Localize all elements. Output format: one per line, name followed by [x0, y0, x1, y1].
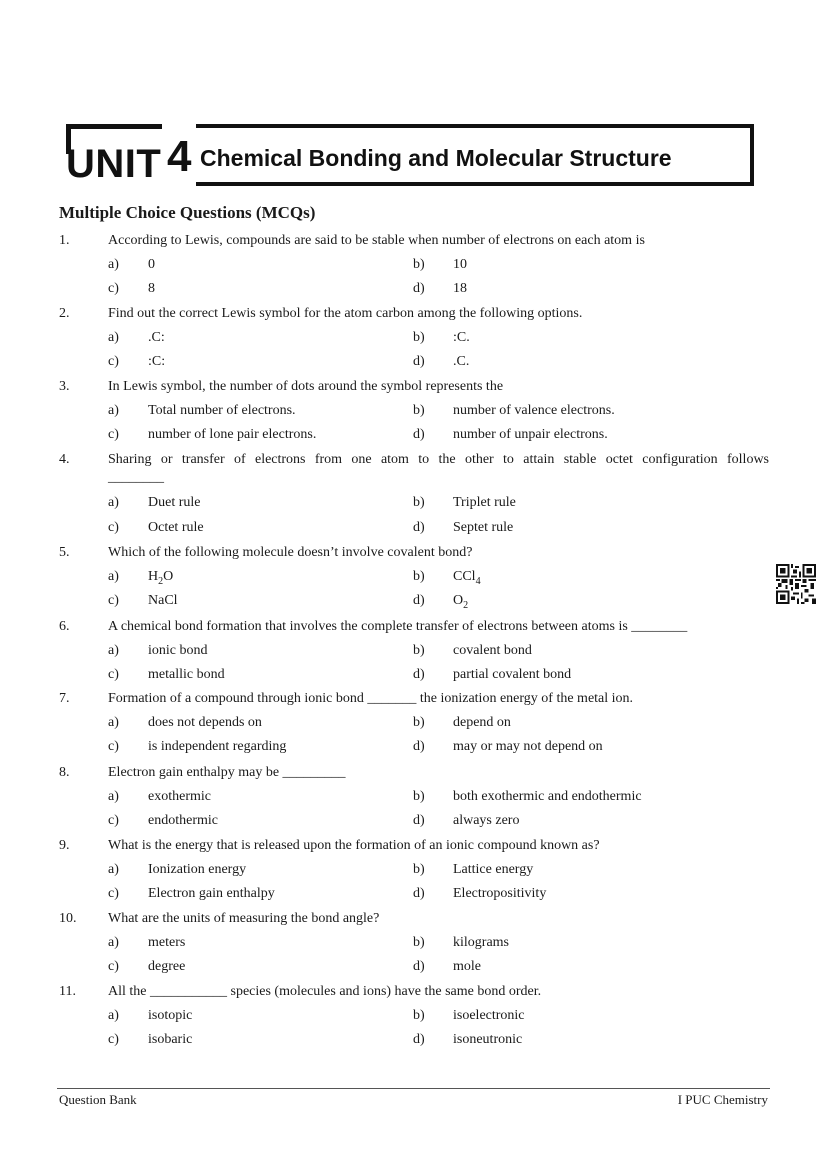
- option-letter: b): [413, 862, 425, 877]
- option-text: does not depends on: [148, 715, 262, 730]
- option-text: [453, 568, 481, 591]
- option-text: may or may not depend on: [453, 739, 603, 754]
- option-letter: d): [413, 520, 425, 535]
- formula-base: O: [453, 593, 464, 608]
- option-letter: b): [413, 1008, 425, 1023]
- option-text: [148, 568, 173, 591]
- question-text: According to Lewis, compounds are said to be stable when number of electrons on each atom is: [108, 233, 645, 248]
- option-letter: a): [108, 715, 119, 730]
- option-text: metallic bond: [148, 667, 225, 682]
- qr-code-icon: [776, 564, 816, 604]
- question-number: 7.: [59, 691, 70, 706]
- option-text: exothermic: [148, 789, 211, 804]
- option-text: Septet rule: [453, 520, 514, 535]
- option-letter: d): [413, 667, 425, 682]
- formula-subscript: 2: [463, 599, 469, 611]
- option-letter: c): [108, 959, 119, 974]
- option-letter: b): [413, 643, 425, 658]
- option-text: isoelectronic: [453, 1008, 525, 1023]
- question-text: Formation of a compound through ionic bond _______ the ionization energy of the metal ion.: [108, 691, 634, 706]
- option-text: Octet rule: [148, 520, 204, 535]
- question-number: 5.: [59, 545, 70, 560]
- question-text: A chemical bond formation that involves the complete transfer of electrons between atoms is ________: [108, 619, 688, 634]
- option-letter: a): [108, 257, 119, 272]
- option-letter: b): [413, 403, 425, 418]
- footer-left: Question Bank: [59, 1092, 137, 1107]
- option-text: Total number of electrons.: [148, 403, 296, 418]
- option-text: Triplet rule: [453, 495, 516, 510]
- option-letter: a): [108, 330, 119, 345]
- question-number: 11.: [59, 984, 76, 999]
- option-letter: b): [413, 569, 425, 584]
- option-text: mole: [453, 959, 481, 974]
- option-text: Electron gain enthalpy: [148, 886, 275, 901]
- option-text: number of valence electrons.: [453, 403, 615, 418]
- question-text: What is the energy that is released upon the formation of an ionic compound known as?: [108, 838, 600, 853]
- question-number: 10.: [59, 911, 77, 926]
- option-letter: c): [108, 1032, 119, 1047]
- footer-rule: [57, 1088, 770, 1089]
- question-number: 6.: [59, 619, 70, 634]
- question-text: In Lewis symbol, the number of dots around the symbol represents the: [108, 379, 504, 394]
- option-text: NaCl: [148, 593, 178, 608]
- option-letter: b): [413, 257, 425, 272]
- option-letter: c): [108, 281, 119, 296]
- option-letter: d): [413, 427, 425, 442]
- option-letter: d): [413, 281, 425, 296]
- question-number: 2.: [59, 306, 70, 321]
- option-text: 18: [453, 281, 467, 296]
- option-letter: b): [413, 789, 425, 804]
- option-text: Duet rule: [148, 495, 201, 510]
- formula-subscript: 4: [475, 575, 481, 587]
- option-text: .C:: [148, 330, 165, 345]
- option-letter: c): [108, 886, 119, 901]
- unit-number: 4: [167, 132, 192, 181]
- option-letter: d): [413, 886, 425, 901]
- question-number: 1.: [59, 233, 70, 248]
- option-text: meters: [148, 935, 186, 950]
- option-text: always zero: [453, 813, 520, 828]
- option-text: Ionization energy: [148, 862, 247, 877]
- unit-label: UNIT: [66, 142, 162, 186]
- option-text: is independent regarding: [148, 739, 287, 754]
- option-letter: c): [108, 593, 119, 608]
- question-text: Find out the correct Lewis symbol for the atom carbon among the following options.: [108, 306, 583, 321]
- option-text: [453, 592, 468, 615]
- option-letter: b): [413, 330, 425, 345]
- option-text: 10: [453, 257, 467, 272]
- option-text: depend on: [453, 715, 511, 730]
- option-text: number of lone pair electrons.: [148, 427, 317, 442]
- option-letter: d): [413, 739, 425, 754]
- option-text: endothermic: [148, 813, 218, 828]
- option-letter: d): [413, 959, 425, 974]
- formula-base: H: [148, 569, 159, 584]
- option-text: isoneutronic: [453, 1032, 523, 1047]
- question-number: 3.: [59, 379, 70, 394]
- option-letter: c): [108, 427, 119, 442]
- option-text: number of unpair electrons.: [453, 427, 608, 442]
- option-letter: a): [108, 495, 119, 510]
- question-number: 8.: [59, 765, 70, 780]
- title-box: [196, 124, 754, 186]
- footer-right: I PUC Chemistry: [677, 1092, 768, 1107]
- option-letter: c): [108, 520, 119, 535]
- section-heading: Multiple Choice Questions (MCQs): [59, 203, 316, 222]
- option-letter: a): [108, 862, 119, 877]
- question-text: Sharing or transfer of electrons from one atom to the other to attain stable octet configuration follows ________: [108, 452, 769, 485]
- option-text: :C:: [148, 354, 166, 369]
- option-letter: c): [108, 739, 119, 754]
- question-text: What are the units of measuring the bond angle?: [108, 911, 380, 926]
- option-letter: b): [413, 715, 425, 730]
- option-letter: d): [413, 354, 425, 369]
- option-text: isotopic: [148, 1008, 193, 1023]
- option-letter: c): [108, 354, 119, 369]
- formula-subscript: 2: [158, 575, 164, 587]
- option-letter: a): [108, 403, 119, 418]
- option-letter: d): [413, 1032, 425, 1047]
- option-text: partial covalent bond: [453, 667, 572, 682]
- formula-tail: O: [163, 569, 174, 584]
- option-letter: b): [413, 495, 425, 510]
- option-letter: a): [108, 569, 119, 584]
- option-letter: a): [108, 1008, 119, 1023]
- option-text: Lattice energy: [453, 862, 534, 877]
- option-letter: a): [108, 789, 119, 804]
- option-letter: a): [108, 643, 119, 658]
- option-text: ionic bond: [148, 643, 208, 658]
- option-letter: c): [108, 667, 119, 682]
- formula-base: CCl: [453, 569, 476, 584]
- question-number: 4.: [59, 452, 70, 467]
- question-text: All the ___________ species (molecules and ions) have the same bond order.: [108, 984, 542, 999]
- option-text: 0: [148, 257, 155, 272]
- question-text: Electron gain enthalpy may be _________: [108, 765, 346, 780]
- option-letter: b): [413, 935, 425, 950]
- unit-header: [66, 124, 760, 186]
- page-title: Chemical Bonding and Molecular Structure: [200, 145, 672, 171]
- option-text: kilograms: [453, 935, 509, 950]
- option-text: .C.: [453, 354, 470, 369]
- option-text: :C.: [453, 330, 470, 345]
- option-text: 8: [148, 281, 155, 296]
- option-text: Electropositivity: [453, 886, 547, 901]
- unit-bar-top: [66, 124, 162, 129]
- option-letter: c): [108, 813, 119, 828]
- option-letter: d): [413, 813, 425, 828]
- question-text: Which of the following molecule doesn’t involve covalent bond?: [108, 545, 473, 560]
- option-text: isobaric: [148, 1032, 193, 1047]
- option-letter: d): [413, 593, 425, 608]
- option-text: both exothermic and endothermic: [453, 789, 642, 804]
- option-text: covalent bond: [453, 643, 532, 658]
- option-text: degree: [148, 959, 186, 974]
- option-letter: a): [108, 935, 119, 950]
- question-number: 9.: [59, 838, 70, 853]
